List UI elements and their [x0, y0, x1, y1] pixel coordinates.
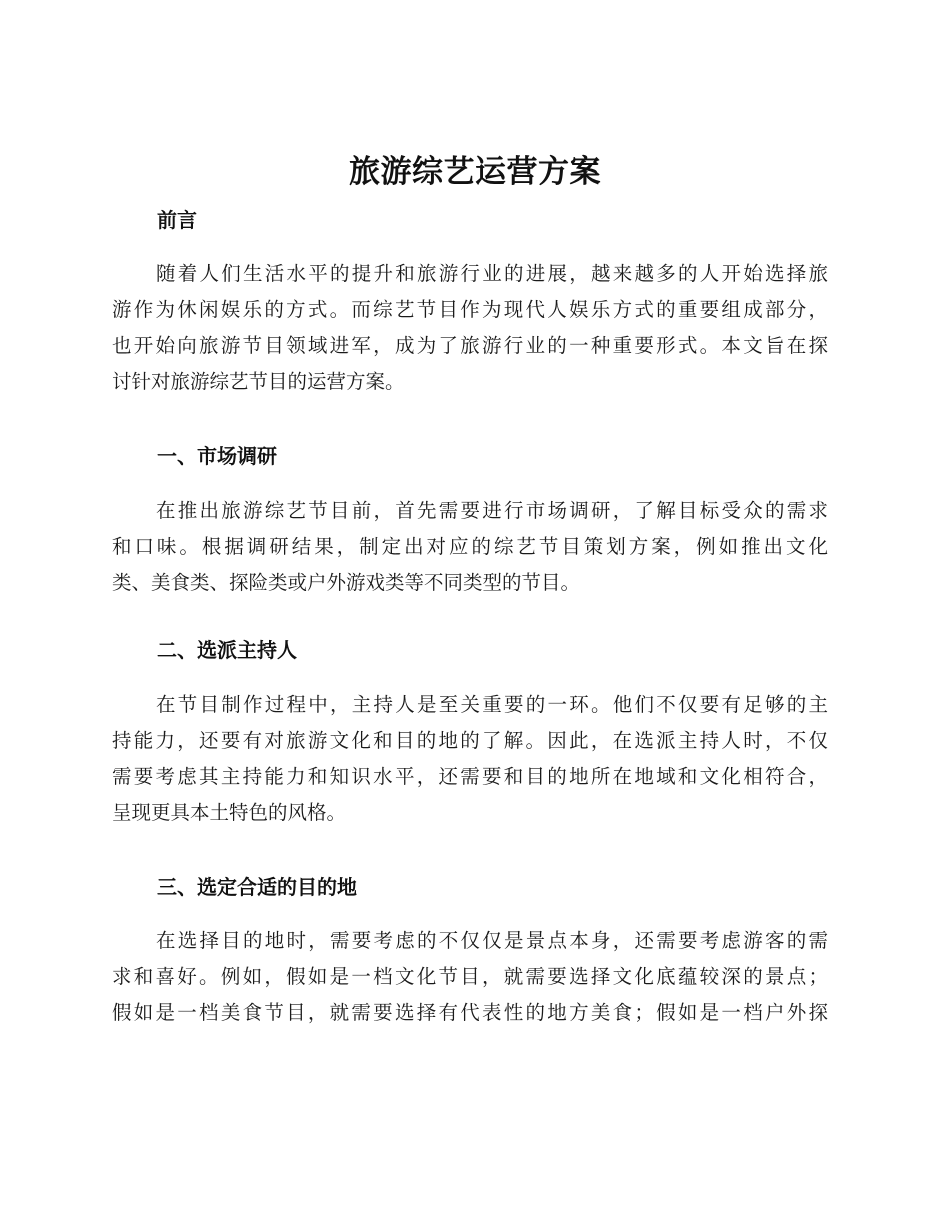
paragraph-line: 在节目制作过程中，主持人是至关重要的一环。他们不仅要有足够的主 [156, 693, 828, 716]
section-heading-market-research: 一、市场调研 [157, 444, 277, 468]
paragraph-line: 需要考虑其主持能力和知识水平，还需要和目的地所在地域和文化相符合， [112, 765, 828, 788]
paragraph-line: 讨针对旅游综艺节目的运营方案。 [112, 370, 405, 393]
paragraph-line: 假如是一档美食节目，就需要选择有代表性的地方美食；假如是一档户外探 [112, 1001, 828, 1024]
paragraph-line: 求和喜好。例如，假如是一档文化节目，就需要选择文化底蕴较深的景点； [112, 965, 828, 988]
paragraph-line: 在选择目的地时，需要考虑的不仅仅是景点本身，还需要考虑游客的需 [156, 929, 828, 952]
section-paragraph-host-selection [112, 687, 828, 831]
paragraph-line: 游作为休闲娱乐的方式。而综艺节目作为现代人娱乐方式的重要组成部分， [112, 298, 828, 321]
document-title: 旅游综艺运营方案 [349, 154, 601, 190]
section-paragraph-preface [112, 256, 828, 400]
paragraph-line: 和口味。根据调研结果，制定出对应的综艺节目策划方案，例如推出文化 [112, 535, 828, 558]
section-paragraph-destination [112, 923, 828, 1031]
paragraph-line: 在推出旅游综艺节目前，首先需要进行市场调研，了解目标受众的需求 [156, 499, 828, 522]
paragraph-line: 持能力，还要有对旅游文化和目的地的了解。因此，在选派主持人时，不仅 [112, 729, 828, 752]
section-heading-host-selection: 二、选派主持人 [157, 638, 297, 662]
paragraph-line: 也开始向旅游节目领域进军，成为了旅游行业的一种重要形式。本文旨在探 [112, 334, 828, 357]
paragraph-line: 类、美食类、探险类或户外游戏类等不同类型的节目。 [112, 571, 581, 594]
section-paragraph-market-research [112, 493, 828, 601]
section-heading-preface: 前言 [157, 208, 197, 232]
section-heading-destination: 三、选定合适的目的地 [157, 875, 357, 899]
paragraph-line: 呈现更具本土特色的风格。 [112, 801, 347, 824]
paragraph-line: 随着人们生活水平的提升和旅游行业的进展，越来越多的人开始选择旅 [156, 262, 828, 285]
